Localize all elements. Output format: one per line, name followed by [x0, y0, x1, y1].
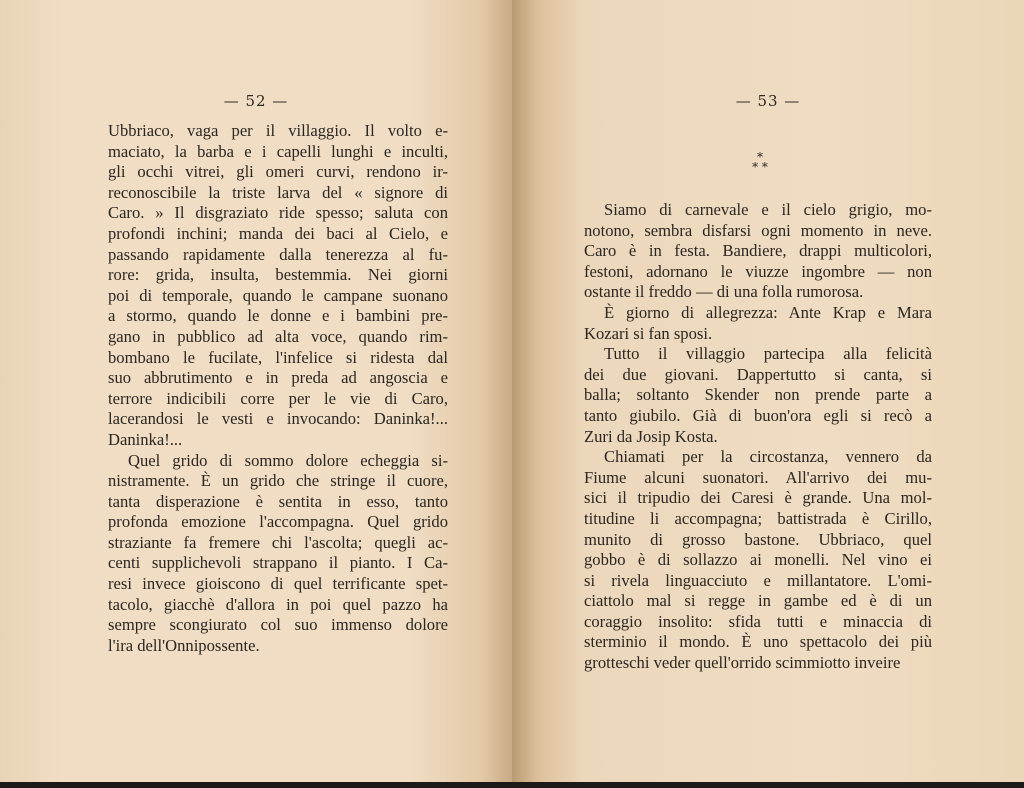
text-line: gobbo è di sollazzo ai monelli. Nel vino ei	[584, 550, 932, 570]
text-line: profonda emozione l'accompagna. Quel grido	[108, 512, 448, 532]
text-line: Kozari si fan sposi.	[584, 323, 713, 343]
text-line: gli occhi vitrei, gli omeri curvi, rendono ir-	[108, 162, 448, 182]
text-line: tanta disperazione è sentita in esso, tanto	[108, 491, 448, 511]
text-line: Fiume alcuni suonatori. All'arrivo dei mu-	[584, 467, 932, 487]
text-line: Quel grido di sommo dolore echeggia si-	[128, 450, 448, 470]
text-line: sici il tripudio dei Caresi è grande. Una mol-	[584, 488, 932, 508]
text-line: nistramente. È un grido che stringe il cuore,	[108, 471, 448, 491]
text-line: a stormo, quando le donne e i bambini pre-	[108, 306, 448, 326]
text-line: sempre scongiurato col suo immenso dolore	[108, 615, 448, 635]
asterism-bottom: * *	[752, 160, 768, 174]
text-line: Siamo di carnevale e il cielo grigio, mo-	[604, 200, 932, 219]
text-line: È giorno di allegrezza: Ante Krap e Mara	[604, 302, 932, 322]
text-line: rore: grida, insulta, bestemmia. Nei giorni	[108, 265, 448, 285]
text-line: bombano le fucilate, l'infelice si ridesta dal	[108, 347, 448, 367]
text-line: notono, sembra disfarsi ogni momento in neve.	[584, 220, 932, 240]
text-line: Ubbriaco, vaga per il villaggio. Il volto e-	[108, 121, 448, 140]
text-line: Zuri da Josip Kosta.	[584, 426, 718, 446]
text-line: terrore indicibili corre per le vie di Caro,	[108, 388, 448, 408]
text-line: festoni, adornano le viuzze ingombre — non	[584, 261, 932, 281]
text-line: Caro è in festa. Bandiere, drappi multicolori,	[584, 241, 932, 261]
asterism-top: *	[757, 150, 763, 164]
text-line: maciato, la barba e i capelli lunghi e inculti,	[108, 141, 448, 161]
text-line: sterminio il mondo. È uno spettacolo dei più	[584, 632, 932, 652]
text-line: tanto giubilo. Già di buon'ora egli si recò a	[584, 405, 932, 425]
right-page	[512, 0, 1024, 788]
text-line: Chiamati per la circostanza, vennero da	[604, 447, 932, 467]
text-line: titudine li accompagna; battistrada è Cirillo,	[584, 508, 932, 528]
text-line: Caro. » Il disgraziato ride spesso; saluta con	[108, 203, 448, 223]
text-line: reconoscibile la triste larva del « signore di	[108, 182, 448, 202]
text-line: suo abbrutimento e in preda ad angoscia e	[108, 368, 448, 388]
page-number: — 53 —	[735, 92, 801, 110]
text-line: profondi inchini; manda dei baci al Cielo, e	[108, 223, 448, 243]
text-line: coraggio insolito: sfida tutti e minaccia di	[584, 611, 932, 631]
text-line: lacerandosi le vesti e invocando: Daninka!...	[108, 409, 448, 429]
body-text	[108, 121, 448, 656]
text-line: Tutto il villaggio partecipa alla felicità	[604, 344, 932, 364]
text-line: grotteschi veder quell'orrido scimmiotto inveire	[584, 653, 901, 673]
text-line: tacolo, giacchè d'allora in poi quel pazzo ha	[108, 594, 448, 614]
page-number: — 52 —	[223, 92, 289, 110]
asterism	[740, 152, 780, 172]
text-line: munito di grosso bastone. Ubbriaco, quel	[584, 529, 932, 549]
text-line: ciattolo mal si regge in gambe ed è di un	[584, 591, 932, 611]
text-line: gano in pubblico ad alta voce, quando rim-	[108, 326, 448, 346]
body-text	[584, 200, 932, 674]
text-line: resi invece gioiscono di quel terrificante spet-	[108, 574, 448, 594]
text-line: Daninka!...	[108, 429, 183, 449]
scan-edge	[0, 782, 1024, 788]
text-line: centi supplichevoli strappano il pianto. I Ca-	[108, 553, 448, 573]
text-line: si rivela linguacciuto e millantatore. L'omi-	[584, 570, 932, 590]
text-line: straziante fa fremere chi l'ascolta; quegli ac-	[108, 532, 448, 552]
text-line: dei due giovani. Dappertutto si canta, si	[584, 364, 932, 384]
text-line: passando rapidamente dalla tenerezza al fu-	[108, 244, 448, 264]
text-line: l'ira dell'Onnipossente.	[108, 635, 260, 655]
text-line: balla; soltanto Skender non prende parte a	[584, 385, 932, 405]
text-line: ostante il freddo — di una folla rumorosa.	[584, 282, 864, 302]
text-line: poi di temporale, quando le campane suonano	[108, 285, 448, 305]
